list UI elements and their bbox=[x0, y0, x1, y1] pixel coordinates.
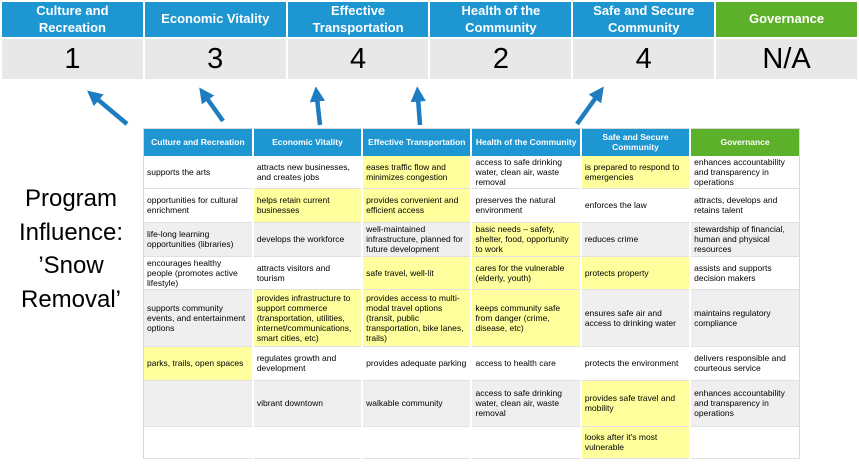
matrix-cell: helps retain current businesses bbox=[253, 188, 362, 222]
matrix-row bbox=[144, 289, 800, 346]
influence-arrow-icon bbox=[96, 98, 127, 124]
matrix-cell: looks after it's most vulnerable bbox=[581, 426, 690, 458]
priority-score: 2 bbox=[430, 39, 571, 79]
influence-arrow-icon bbox=[418, 98, 420, 125]
matrix-header-cell: Health of the Community bbox=[471, 129, 580, 156]
matrix-cell: attracts visitors and tourism bbox=[253, 256, 362, 289]
priority-score: N/A bbox=[716, 39, 857, 79]
matrix-cell bbox=[690, 426, 799, 458]
matrix-cell bbox=[144, 380, 253, 426]
matrix-cell: attracts, develops and retains talent bbox=[690, 188, 799, 222]
matrix-cell bbox=[362, 426, 471, 458]
matrix-row bbox=[144, 188, 800, 222]
matrix-cell: reduces crime bbox=[581, 222, 690, 256]
matrix-row bbox=[144, 256, 800, 289]
matrix-cell: vibrant downtown bbox=[253, 380, 362, 426]
matrix-cell: access to health care bbox=[471, 346, 580, 380]
matrix-cell: access to safe drinking water, clean air, waste removal bbox=[471, 380, 580, 426]
matrix-header-cell: Safe and Secure Community bbox=[581, 129, 690, 156]
matrix-cell: basic needs – safety, shelter, food, opportunity to work bbox=[471, 222, 580, 256]
matrix-cell: enhances accountability and transparency in operations bbox=[690, 156, 799, 189]
matrix-cell: life-long learning opportunities (libraries) bbox=[144, 222, 253, 256]
matrix-cell: parks, trails, open spaces bbox=[144, 346, 253, 380]
matrix-cell: assists and supports decision makers bbox=[690, 256, 799, 289]
matrix-cell: opportunities for cultural enrichment bbox=[144, 188, 253, 222]
matrix-cell: provides access to multi-modal travel options (transit, public transportation, bike lanes, trails) bbox=[362, 289, 471, 346]
priority-score: 4 bbox=[573, 39, 714, 79]
matrix-cell: walkable community bbox=[362, 380, 471, 426]
influence-arrow-icon bbox=[577, 96, 597, 124]
matrix-cell: ensures safe air and access to drinking water bbox=[581, 289, 690, 346]
matrix-cell: protects the environment bbox=[581, 346, 690, 380]
matrix-row bbox=[144, 156, 800, 189]
matrix-header-cell: Culture and Recreation bbox=[144, 129, 253, 156]
priority-score: 1 bbox=[2, 39, 143, 79]
matrix-header-row bbox=[144, 129, 800, 156]
matrix-cell: provides safe travel and mobility bbox=[581, 380, 690, 426]
priority-score: 4 bbox=[288, 39, 429, 79]
matrix-cell: provides convenient and efficient access bbox=[362, 188, 471, 222]
influence-matrix-table bbox=[143, 128, 800, 459]
matrix-cell bbox=[253, 426, 362, 458]
matrix-cell: cares for the vulnerable (elderly, youth) bbox=[471, 256, 580, 289]
matrix-cell: is prepared to respond to emergencies bbox=[581, 156, 690, 189]
influence-arrows bbox=[0, 80, 859, 130]
matrix-cell: delivers responsible and courteous service bbox=[690, 346, 799, 380]
matrix-row bbox=[144, 380, 800, 426]
matrix-cell: encourages healthy people (promotes active lifestyle) bbox=[144, 256, 253, 289]
matrix-header-cell: Governance bbox=[690, 129, 799, 156]
matrix-cell: develops the workforce bbox=[253, 222, 362, 256]
influence-arrow-icon bbox=[206, 97, 223, 121]
matrix-cell: safe travel, well-lit bbox=[362, 256, 471, 289]
program-influence-label: Program Influence: ’Snow Removal’ bbox=[18, 185, 124, 313]
matrix-cell: provides adequate parking bbox=[362, 346, 471, 380]
priority-header: Economic Vitality bbox=[145, 2, 286, 37]
matrix-body bbox=[144, 156, 800, 459]
priority-header: Effective Transportation bbox=[288, 2, 429, 37]
matrix-row bbox=[144, 222, 800, 256]
matrix-cell: provides infrastructure to support commerce (transportation, utilities, internet/communications, smart cities, etc) bbox=[253, 289, 362, 346]
priority-header: Health of the Community bbox=[430, 2, 571, 37]
influence-arrow-icon bbox=[317, 98, 320, 125]
matrix-cell: well-maintained infrastructure, planned for future development bbox=[362, 222, 471, 256]
matrix-row bbox=[144, 426, 800, 458]
matrix-cell: enhances accountability and transparency in operations bbox=[690, 380, 799, 426]
matrix-cell: supports the arts bbox=[144, 156, 253, 189]
matrix-header-cell: Effective Transportation bbox=[362, 129, 471, 156]
matrix-cell bbox=[471, 426, 580, 458]
matrix-cell: enforces the law bbox=[581, 188, 690, 222]
matrix-cell: eases traffic flow and minimizes congestion bbox=[362, 156, 471, 189]
matrix-cell: attracts new businesses, and creates jobs bbox=[253, 156, 362, 189]
matrix-cell: protects property bbox=[581, 256, 690, 289]
matrix-cell: preserves the natural environment bbox=[471, 188, 580, 222]
priority-header: Governance bbox=[716, 2, 857, 37]
scoreboard bbox=[2, 2, 857, 79]
matrix-header-cell: Economic Vitality bbox=[253, 129, 362, 156]
priority-score: 3 bbox=[145, 39, 286, 79]
priority-header: Culture and Recreation bbox=[2, 2, 143, 37]
matrix-cell: keeps community safe from danger (crime, disease, etc) bbox=[471, 289, 580, 346]
matrix-cell: supports community events, and entertainment options bbox=[144, 289, 253, 346]
matrix-cell: maintains regulatory compliance bbox=[690, 289, 799, 346]
matrix-cell: access to safe drinking water, clean air, waste removal bbox=[471, 156, 580, 189]
matrix-header bbox=[144, 129, 800, 156]
matrix-cell: regulates growth and development bbox=[253, 346, 362, 380]
matrix-cell: stewardship of financial, human and physical resources bbox=[690, 222, 799, 256]
matrix-cell bbox=[144, 426, 253, 458]
priority-header: Safe and Secure Community bbox=[573, 2, 714, 37]
matrix-row bbox=[144, 346, 800, 380]
